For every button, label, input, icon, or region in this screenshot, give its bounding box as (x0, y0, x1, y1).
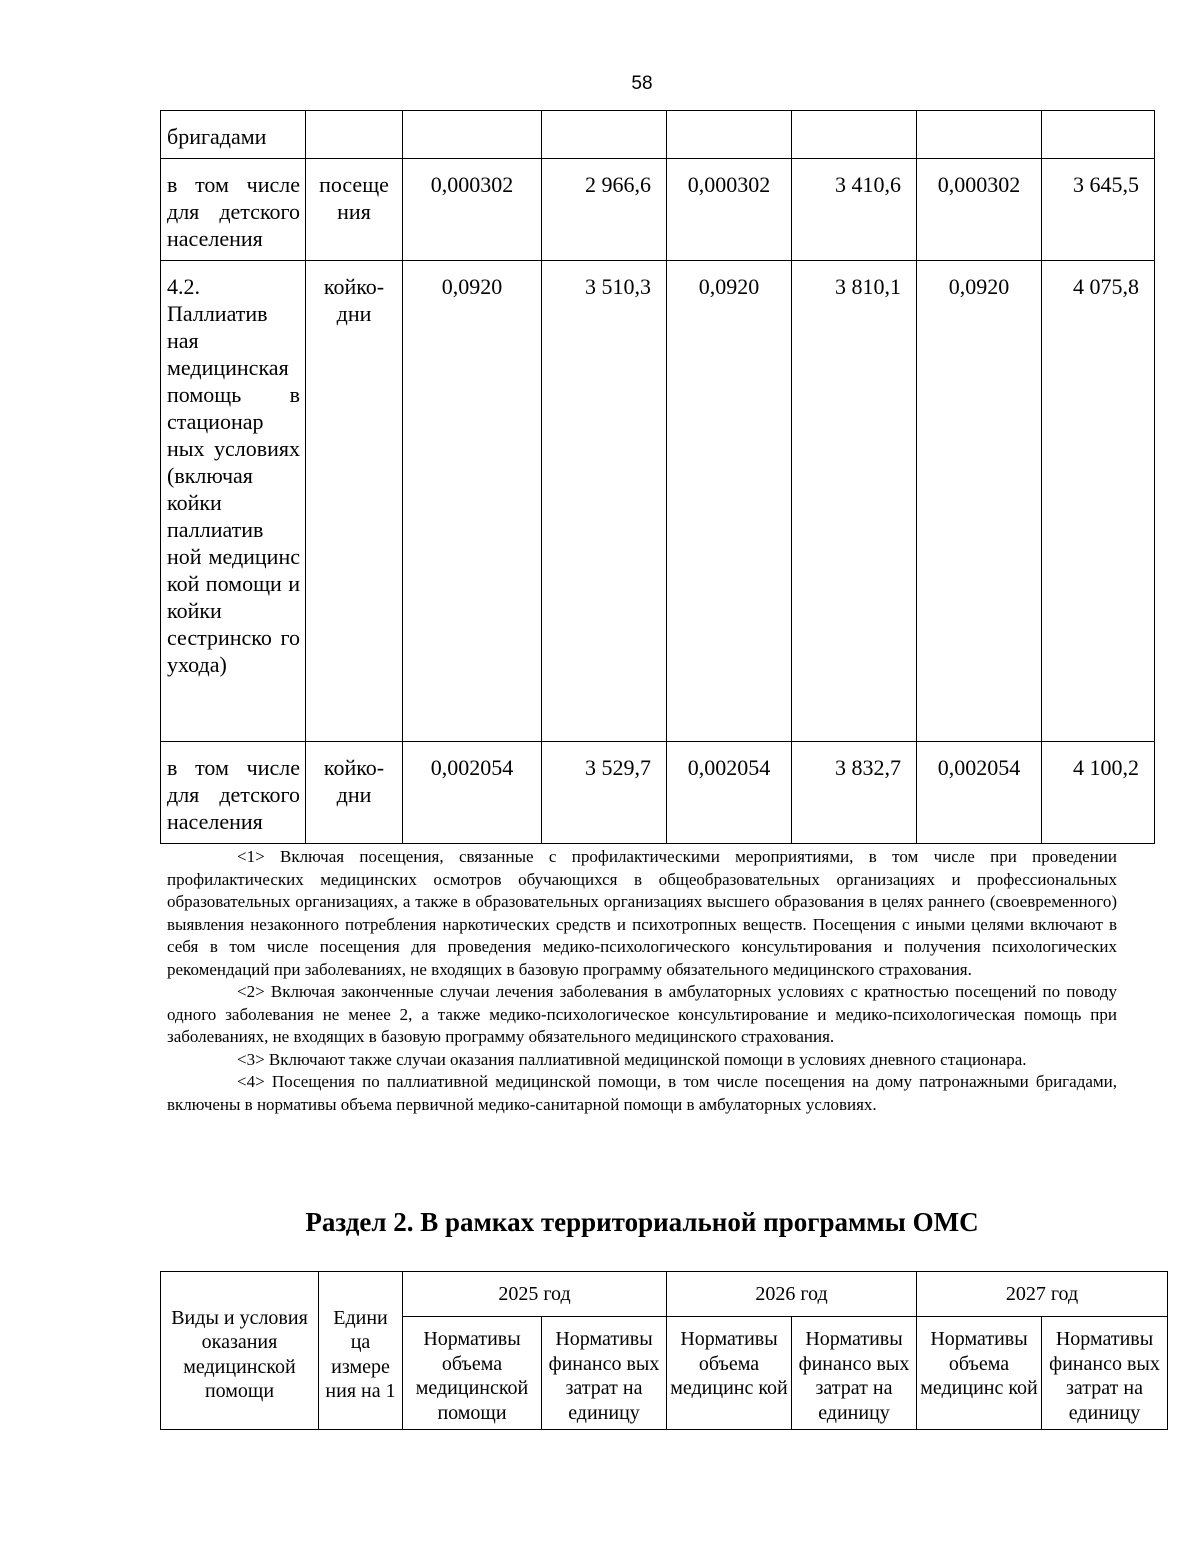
cell-cost-2025 (542, 111, 667, 159)
header-year-2025: 2025 год (403, 1272, 667, 1317)
cell-cost-2026: 3 810,1 (792, 261, 917, 742)
table-row (161, 111, 1155, 159)
cell-cost-2025: 3 510,3 (542, 261, 667, 742)
cell-volume-2025: 0,002054 (403, 742, 542, 844)
header-volume-2025: Нормативы объема медицинской помощи (403, 1317, 542, 1430)
section-title: Раздел 2. В рамках территориальной программы ОМС (305, 1207, 979, 1237)
footnotes (167, 846, 1117, 1116)
table-row (161, 742, 1155, 844)
volume-standards-table-continued (160, 110, 1155, 844)
header-row-years (161, 1272, 1168, 1317)
cell-volume-2027: 0,000302 (917, 159, 1042, 261)
cell-cost-2025: 3 529,7 (542, 742, 667, 844)
header-volume-2026: Нормативы объема медицинс кой (667, 1317, 792, 1430)
table-row (161, 159, 1155, 261)
cell-cost-2027 (1042, 111, 1155, 159)
footnote-1: <1> Включая посещения, связанные с профилактическими мероприятиями, в том числе при проведении профилактических медицинских осмотров обучающихся в общеобразовательных организациях и профессиональных образовательных организациях, а также в образовательных организациях высшего образования в целях раннего (своевременного) выявления незаконного потребления наркотических средств и психотропных веществ. Посещения с иными целями включают в себя в том числе посещения для проведения медико-психологического консультирования и получения психологических рекомендаций при заболеваниях, не входящих в базовую программу обязательного медицинского страхования. (167, 847, 1117, 979)
header-year-2027: 2027 год (917, 1272, 1168, 1317)
cell-volume-2026: 0,002054 (667, 742, 792, 844)
cell-volume-2027: 0,002054 (917, 742, 1042, 844)
cell-volume-2025: 0,000302 (403, 159, 542, 261)
footnote-2: <2> Включая законченные случаи лечения заболевания в амбулаторных условиях с кратностью посещений по поводу одного заболевания не менее 2, а также медико-психологическое консультирование и медико-психологическая помощь при заболеваниях, не входящих в базовую программу обязательного медицинского страхования. (167, 982, 1117, 1046)
cell-cost-2027: 3 645,5 (1042, 159, 1155, 261)
header-care-type: Виды и условия оказания медицинской помощи (161, 1272, 319, 1430)
cell-volume-2025 (403, 111, 542, 159)
cell-volume-2026: 0,0920 (667, 261, 792, 742)
row-label: 4.2. Паллиатив ная медицинская помощь в стационар ных условиях (включая койки паллиатив ной медицинс кой помощи и койки сестринско го ухода) (161, 261, 306, 742)
header-unit: Едини ца измере ния на 1 (319, 1272, 403, 1430)
cell-volume-2026 (667, 111, 792, 159)
row-unit (306, 111, 403, 159)
cell-cost-2026: 3 832,7 (792, 742, 917, 844)
cell-volume-2027 (917, 111, 1042, 159)
oms-standards-table (160, 1271, 1168, 1430)
footnote-4: <4> Посещения по паллиативной медицинской помощи, в том числе посещения на дому патронажными бригадами, включены в нормативы объема первичной медико-санитарной помощи в амбулаторных условиях. (167, 1072, 1117, 1114)
cell-cost-2027: 4 075,8 (1042, 261, 1155, 742)
row-label: в том числе для детского населения (161, 159, 306, 261)
cell-cost-2026 (792, 111, 917, 159)
row-label: в том числе для детского населения (161, 742, 306, 844)
header-cost-2026: Нормативы финансо вых затрат на единицу (792, 1317, 917, 1430)
row-unit: койко- дни (306, 261, 403, 742)
header-cost-2025: Нормативы финансо вых затрат на единицу (542, 1317, 667, 1430)
page-number: 58 (631, 73, 653, 94)
table-row (161, 261, 1155, 742)
footnote-3: <3> Включают также случаи оказания паллиативной медицинской помощи в условиях дневного стационара. (237, 1049, 1027, 1069)
cell-cost-2026: 3 410,6 (792, 159, 917, 261)
header-volume-2027: Нормативы объема медицинс кой (917, 1317, 1042, 1430)
row-unit: койко- дни (306, 742, 403, 844)
header-year-2026: 2026 год (667, 1272, 917, 1317)
cell-volume-2027: 0,0920 (917, 261, 1042, 742)
cell-cost-2027: 4 100,2 (1042, 742, 1155, 844)
cell-cost-2025: 2 966,6 (542, 159, 667, 261)
header-cost-2027: Нормативы финансо вых затрат на единицу (1042, 1317, 1168, 1430)
row-unit: посеще ния (306, 159, 403, 261)
row-label: бригадами (161, 111, 306, 159)
cell-volume-2025: 0,0920 (403, 261, 542, 742)
cell-volume-2026: 0,000302 (667, 159, 792, 261)
